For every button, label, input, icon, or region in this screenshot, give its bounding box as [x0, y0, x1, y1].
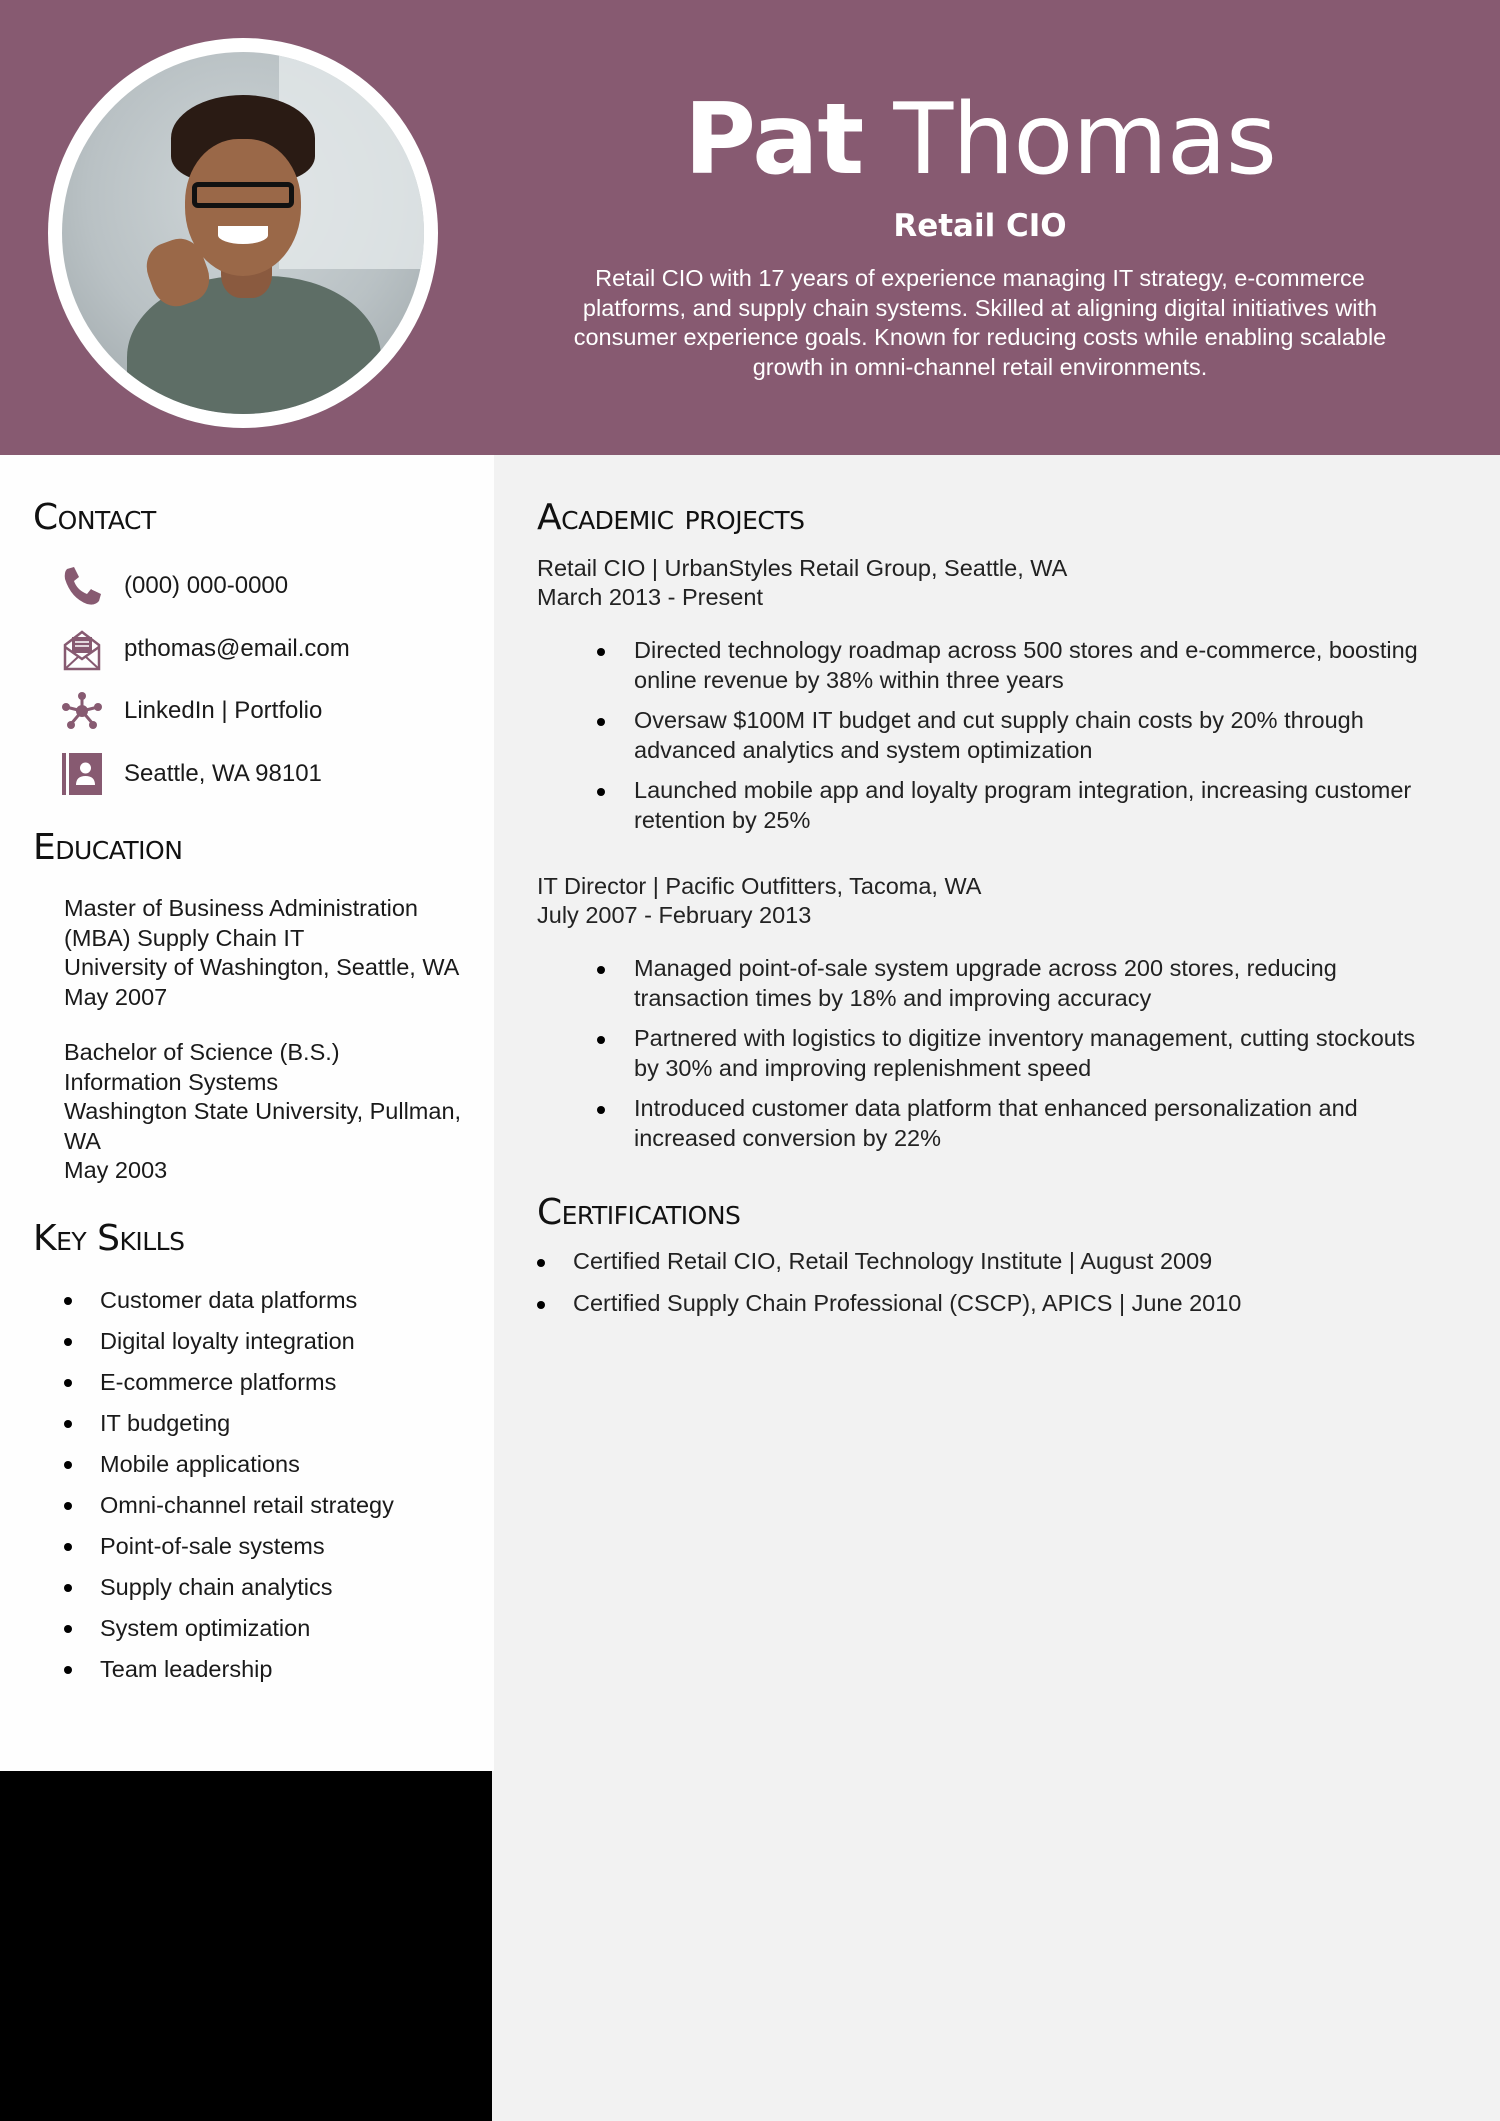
list-item: Digital loyalty integration	[58, 1324, 478, 1365]
bullet-icon	[64, 1297, 72, 1305]
phone-text: (000) 000-0000	[124, 572, 289, 599]
bullet-icon	[64, 1666, 72, 1674]
left-column-footer-block	[0, 1771, 492, 2121]
list-item: Managed point-of-sale system upgrade across 200 stores, reducing transaction times by 18% and improving accuracy	[590, 954, 1420, 1013]
bullet-icon	[64, 1379, 72, 1387]
address-book-icon	[60, 752, 104, 796]
network-icon	[60, 689, 104, 733]
contact-heading: Contact	[33, 497, 156, 538]
bullet-icon	[64, 1420, 72, 1428]
date-line: May 2007	[64, 983, 168, 1010]
list-item: E-commerce platforms	[58, 1365, 478, 1406]
bullet-icon	[597, 966, 605, 974]
links-text: LinkedIn | Portfolio	[124, 697, 323, 724]
job-bullets	[590, 636, 1420, 846]
bullet-icon	[597, 788, 605, 796]
school-line: Washington State University, Pullman,	[64, 1098, 462, 1124]
bullet-icon	[64, 1625, 72, 1633]
contact-phone[interactable]	[60, 562, 288, 610]
school-line: University of Washington, Seattle, WA	[64, 954, 460, 980]
bullet-icon	[537, 1259, 545, 1267]
job-entry-header	[537, 554, 1067, 612]
school-line: WA	[64, 1127, 101, 1154]
phone-icon	[60, 564, 104, 608]
bullet-icon	[64, 1461, 72, 1469]
list-item: Partnered with logistics to digitize inventory management, cutting stockouts by 30% and improving replenishment speed	[590, 1024, 1420, 1083]
job-role-line: Retail CIO | UrbanStyles Retail Group, Seattle, WA	[537, 555, 1068, 581]
degree-line: Bachelor of Science (B.S.)	[64, 1039, 340, 1065]
list-item: Omni-channel retail strategy	[58, 1488, 478, 1529]
list-item: System optimization	[58, 1611, 478, 1652]
degree-line: Master of Business Administration	[64, 895, 418, 921]
contact-email[interactable]	[60, 625, 350, 673]
bullet-icon	[597, 718, 605, 726]
degree-line: Information Systems	[64, 1068, 279, 1095]
list-item: Introduced customer data platform that enhanced personalization and increased conversion by 22%	[590, 1094, 1420, 1153]
list-item: Certified Retail CIO, Retail Technology Institute | August 2009	[533, 1247, 1433, 1276]
list-item: Directed technology roadmap across 500 stores and e-commerce, boosting online revenue by 38% within three years	[590, 636, 1420, 695]
list-item: Supply chain analytics	[58, 1570, 478, 1611]
bullet-icon	[597, 1106, 605, 1114]
job-title: Retail CIO	[893, 208, 1067, 244]
bullet-icon	[64, 1502, 72, 1510]
date-line: May 2003	[64, 1157, 168, 1183]
profile-summary: Retail CIO with 17 years of experience managing IT strategy, e-commerce platforms, and supply chain systems. Skilled at aligning digital initiatives with consumer experience goals. Known for reducing costs while enabling scalable growth in omni-channel retail environments.	[573, 265, 1387, 380]
address-text: Seattle, WA 98101	[124, 760, 322, 787]
degree-line: (MBA) Supply Chain IT	[64, 924, 305, 951]
email-text: pthomas@email.com	[124, 635, 350, 662]
first-name: Pat	[684, 83, 864, 197]
bullet-icon	[597, 1036, 605, 1044]
list-item: Certified Supply Chain Professional (CSCP), APICS | June 2010	[533, 1289, 1433, 1318]
education-entry-bs	[64, 1038, 484, 1186]
skills-heading: Key Skills	[33, 1218, 185, 1259]
list-item: Point-of-sale systems	[58, 1529, 478, 1570]
job-dates: July 2007 - February 2013	[537, 902, 812, 928]
job-bullets	[590, 954, 1420, 1164]
list-item: Oversaw $100M IT budget and cut supply chain costs by 20% through advanced analytics and system optimization	[590, 706, 1420, 765]
email-icon	[60, 627, 104, 671]
contact-links[interactable]	[60, 687, 322, 735]
list-item: IT budgeting	[58, 1406, 478, 1447]
list-item: Customer data platforms	[58, 1283, 478, 1324]
candidate-name	[560, 80, 1400, 200]
contact-address[interactable]	[60, 750, 322, 798]
certifications-list	[533, 1247, 1433, 1331]
education-entry-mba	[64, 894, 484, 1012]
projects-heading: Academic projects	[537, 497, 805, 538]
education-heading: Education	[33, 827, 183, 868]
bullet-icon	[597, 648, 605, 656]
job-dates: March 2013 - Present	[537, 584, 763, 610]
job-entry-header	[537, 872, 981, 930]
certifications-heading: Certifications	[537, 1192, 741, 1233]
bullet-icon	[64, 1584, 72, 1592]
bullet-icon	[537, 1301, 545, 1309]
profile-photo	[62, 52, 424, 414]
list-item: Team leadership	[58, 1652, 478, 1693]
skills-list	[58, 1283, 478, 1693]
job-role-line: IT Director | Pacific Outfitters, Tacoma, WA	[537, 873, 982, 899]
header-banner	[0, 0, 1500, 455]
list-item: Mobile applications	[58, 1447, 478, 1488]
bullet-icon	[64, 1543, 72, 1551]
list-item: Launched mobile app and loyalty program integration, increasing customer retention by 25%	[590, 776, 1420, 835]
bullet-icon	[64, 1338, 72, 1346]
last-name: Thomas	[893, 83, 1276, 197]
